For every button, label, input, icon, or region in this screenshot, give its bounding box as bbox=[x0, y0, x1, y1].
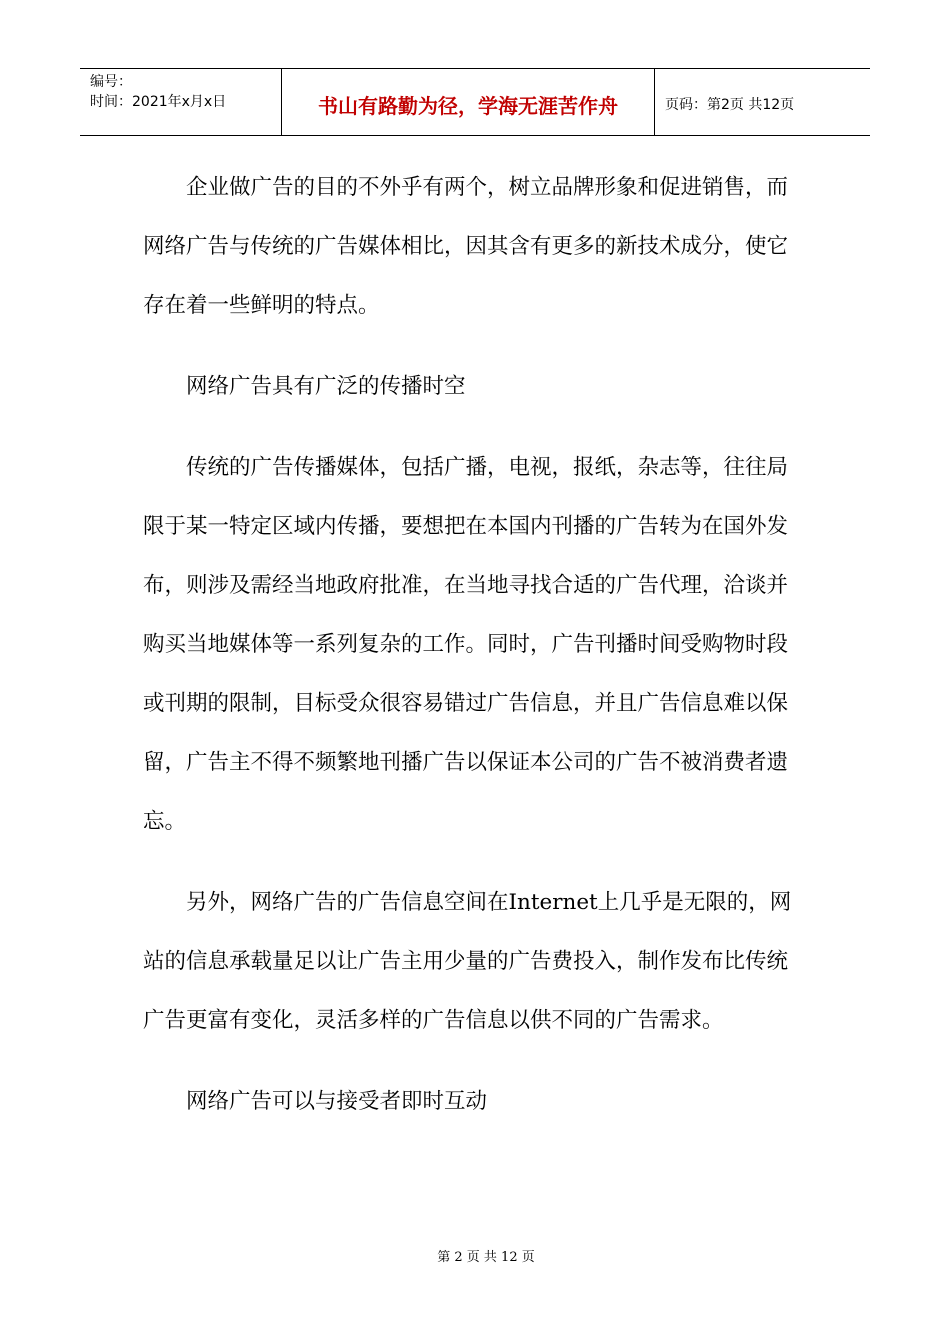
paragraph: 传统的广告传播媒体，包括广播，电视，报纸，杂志等，往往局限于某一特定区域内传播，要想把在本国内刊播的广告转为在国外发布，则涉及需经当地政府批准，在当地寻找合适的广告代理，洽谈并购买当地媒体等一系列复杂的工作。同时，广告刊播时间受购物时段或刊期的限制，目标受众很容易错过广告信息，并且广告信息难以保留，广告主不得不频繁地刊播广告以保证本公司的广告不被消费者遗忘。 bbox=[143, 455, 789, 834]
document-body bbox=[143, 158, 803, 1131]
motto: 书山有路勤为径，学海无涯苦作舟 bbox=[282, 69, 655, 135]
paragraph: 网络广告可以与接受者即时互动 bbox=[186, 1089, 488, 1114]
header-left-cell bbox=[80, 69, 282, 135]
page-info: 页码：第2页 共12页 bbox=[665, 97, 795, 113]
paragraph: 网络广告具有广泛的传播时空 bbox=[186, 374, 466, 399]
time-label: 时间：2021年x月x日 bbox=[90, 94, 227, 110]
document-header bbox=[80, 68, 870, 136]
number-label: 编号： bbox=[90, 74, 132, 90]
page-footer: 第 2 页 共 12 页 bbox=[437, 1250, 535, 1265]
paragraph: 企业做广告的目的不外乎有两个，树立品牌形象和促进销售，而网络广告与传统的广告媒体相比，因其含有更多的新技术成分，使它存在着一些鲜明的特点。 bbox=[143, 175, 789, 318]
paragraph: 另外，网络广告的广告信息空间在Internet上几乎是无限的，网站的信息承载量足以让广告主用少量的广告费投入，制作发布比传统广告更富有变化，灵活多样的广告信息以供不同的广告需求。 bbox=[143, 890, 792, 1033]
